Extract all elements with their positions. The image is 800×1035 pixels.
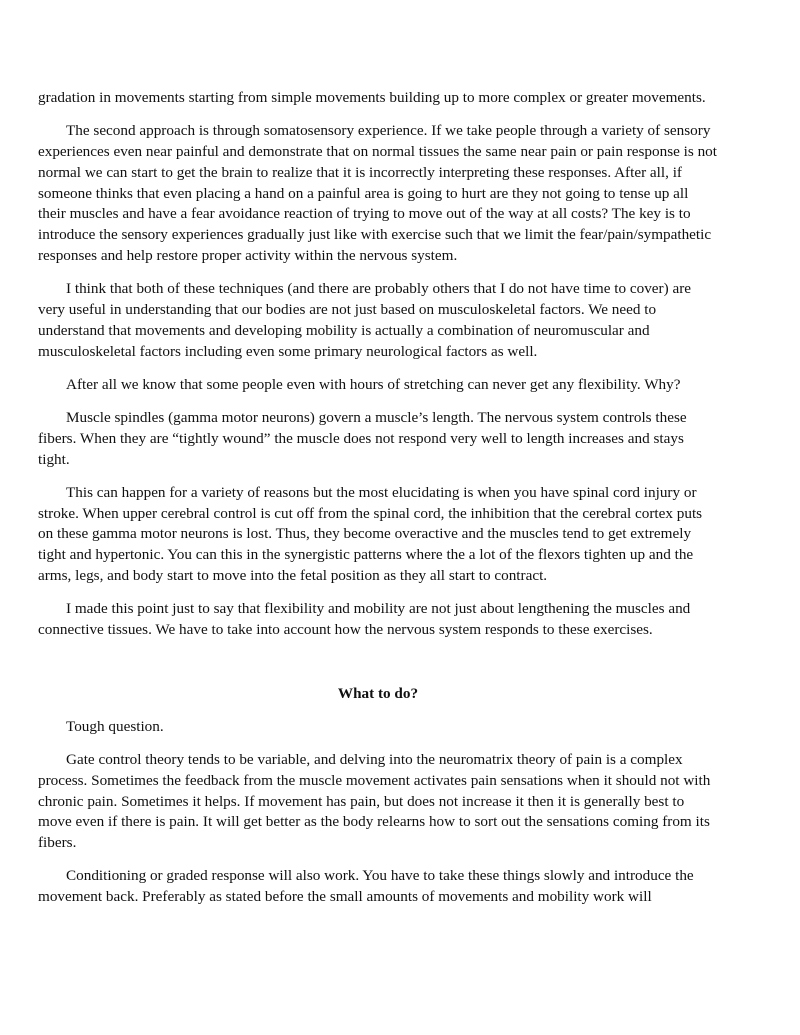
- paragraph-tough-question: Tough question.: [66, 717, 164, 735]
- paragraph-gate-control: Gate control theory tends to be variable, and delving into the neuromatrix theory of pain is a complex process. Sometimes the feedback from the muscle movement activates pain sensations when it should not with chronic pain. Sometimes it helps. If movement has pain, but does not increase it then it is generally best to move even if there is pain. It will get better as the body relearns how to sort out the sensations coming from its fibers.: [38, 751, 711, 852]
- paragraph-spinal-injury: This can happen for a variety of reasons but the most elucidating is when you have spinal cord injury or stroke. When upper cerebral control is cut off from the spinal cord, the inhibition that the cerebral cortex puts on these gamma motor neurons is lost. Thus, they become overactive and the muscles tend to get extremely tight and hypertonic. You can this in the synergistic patterns where the a lot of the flexors tighten up and the arms, legs, and body start to move into the fetal position as they all start to contract.: [38, 483, 703, 584]
- paragraph-muscle-spindles: Muscle spindles (gamma motor neurons) govern a muscle’s length. The nervous system controls these fibers. When they are “tightly wound” the muscle does not respond very well to length increases and stays tight.: [38, 408, 687, 468]
- paragraph-techniques: I think that both of these techniques (and there are probably others that I do not have time to cover) are very useful in understanding that our bodies are not just based on musculoskeletal factors. We need to understand that movements and developing mobility is actually a combination of neuromuscular and musculoskeletal factors including even some primary neurological factors as well.: [38, 280, 692, 360]
- paragraph-continuation: gradation in movements starting from simple movements building up to more complex or greater movements.: [38, 89, 706, 106]
- document-page: [38, 88, 718, 920]
- paragraph-somatosensory: The second approach is through somatosensory experience. If we take people through a variety of sensory experiences even near painful and demonstrate that on normal tissues the same near pain or pain response is not normal we can start to get the brain to realize that it is incorrectly interpreting these responses. After all, if someone thinks that even placing a hand on a painful area is going to hurt are they not going to tense up all their muscles and have a fear avoidance reaction of trying to move out of the way at all costs? The key is to introduce the sensory experiences gradually just like with exercise such that we limit the fear/pain/sympathetic responses and help restore proper activity within the nervous system.: [38, 122, 717, 264]
- section-heading: What to do?: [337, 684, 419, 702]
- paragraph-conditioning: Conditioning or graded response will also work. You have to take these things slowly and introduce the movement back. Preferably as stated before the small amounts of movements and mobility work will: [38, 867, 694, 906]
- paragraph-stretching-question: After all we know that some people even with hours of stretching can never get any flexibility. Why?: [66, 375, 681, 393]
- paragraph-point-made: I made this point just to say that flexibility and mobility are not just about lengthening the muscles and connective tissues. We have to take into account how the nervous system responds to these exercises.: [38, 600, 691, 638]
